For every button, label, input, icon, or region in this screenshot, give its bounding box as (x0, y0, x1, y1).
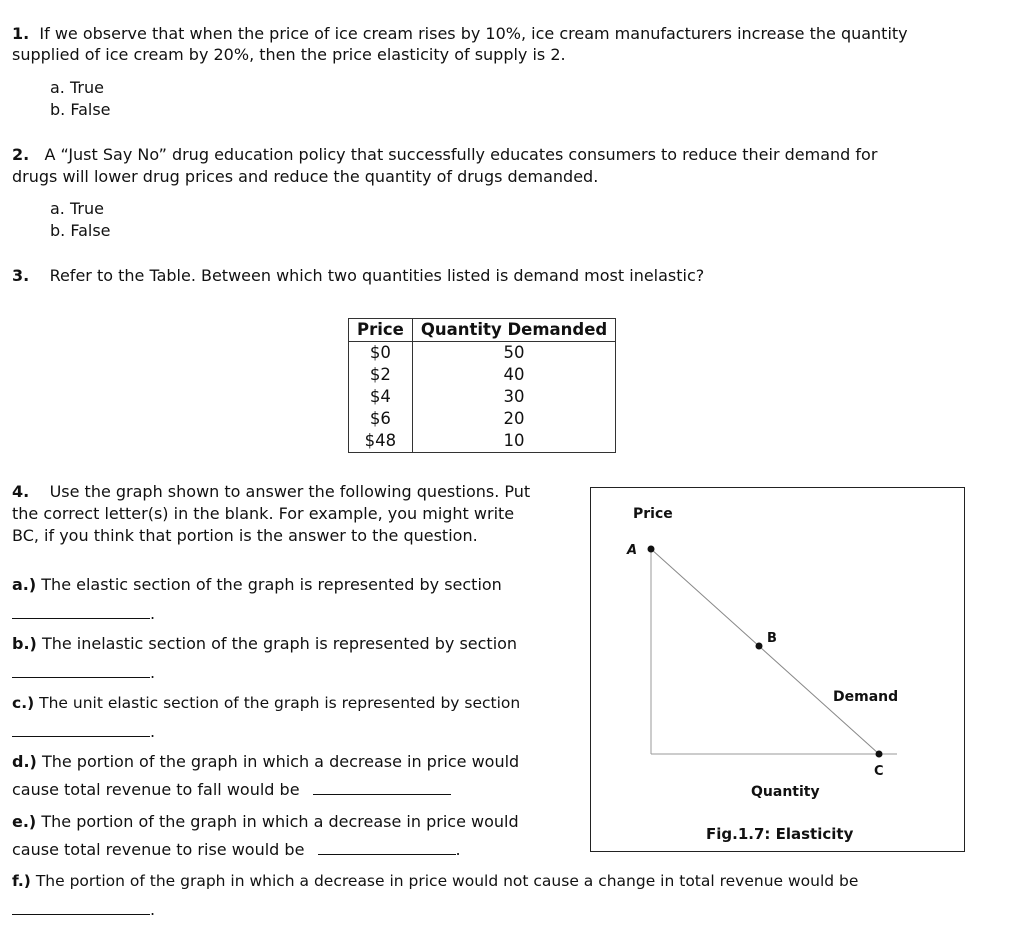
q4-line2: the correct letter(s) in the blank. For example, you might write (12, 504, 515, 523)
q4a-period: . (150, 604, 156, 623)
q4b-period: . (150, 663, 156, 682)
q4e-period: . (455, 840, 461, 859)
figure-caption: Fig.1.7: Elasticity (706, 825, 854, 843)
point-b-label: B (767, 631, 777, 646)
q2-line2: drugs will lower drug prices and reduce the quantity of drugs demanded. (12, 167, 599, 186)
q4d-label: d.) (12, 752, 37, 771)
point-c-label: C (874, 764, 884, 779)
point-a-label: A (627, 543, 638, 558)
table-cell-quantity: 50 (412, 342, 615, 365)
q4-line3: BC, if you think that portion is the answer to the question. (12, 526, 478, 545)
q4f-line (12, 871, 858, 891)
q2-line1 (12, 145, 877, 165)
q4c-label: c.) (12, 694, 35, 712)
table-header-row (349, 319, 616, 342)
q1-line2: supplied of ice cream by 20%, then the price elasticity of supply is 2. (12, 45, 566, 64)
point-a-marker (648, 546, 655, 553)
demand-curve (651, 549, 879, 754)
q4c-text: The unit elastic section of the graph is represented by section (39, 694, 521, 712)
q3-line (12, 266, 704, 286)
q4e-label: e.) (12, 812, 37, 831)
q4c-answer-blank[interactable] (12, 718, 150, 737)
q4d-line2 (12, 774, 451, 800)
q4e-line2 (12, 834, 461, 860)
q4e-text-2: cause total revenue to rise would be (12, 840, 305, 859)
q4f-answer-blank[interactable] (12, 896, 150, 915)
elasticity-figure (590, 487, 965, 852)
table-cell-quantity: 10 (412, 430, 615, 453)
table-cell-price: $48 (349, 430, 413, 453)
q4d-answer-blank[interactable] (313, 774, 451, 795)
q4f-answer-line (12, 896, 155, 920)
q4-number: 4. (12, 482, 30, 501)
q4f-period: . (150, 900, 156, 919)
q4b-line (12, 634, 517, 654)
q4e-answer-blank[interactable] (318, 834, 456, 855)
q4-line1 (12, 482, 530, 502)
table-cell-quantity: 40 (412, 364, 615, 386)
table-cell-quantity: 30 (412, 386, 615, 408)
q1-option-a[interactable]: a. True (50, 78, 104, 97)
table-row (349, 386, 616, 408)
demand-graph (591, 488, 966, 853)
q2-text: A “Just Say No” drug education policy that successfully educates consumers to reduce their demand for (44, 145, 878, 164)
q4d-text: The portion of the graph in which a decrease in price would (41, 752, 520, 771)
table-row (349, 342, 616, 365)
price-axis-label: Price (633, 506, 673, 522)
table-row (349, 408, 616, 430)
table-cell-price: $2 (349, 364, 413, 386)
table-row (349, 430, 616, 453)
q4d-text-2: cause total revenue to fall would be (12, 780, 300, 799)
point-c-marker (876, 751, 883, 758)
q4f-label: f.) (12, 872, 31, 890)
table-row (349, 364, 616, 386)
q4b-answer-line (12, 659, 155, 683)
q4a-label: a.) (12, 575, 37, 594)
q1-line1 (12, 24, 908, 44)
q4c-line (12, 693, 520, 713)
q4-text: Use the graph shown to answer the following questions. Put (49, 482, 531, 501)
q4e-text: The portion of the graph in which a decrease in price would (41, 812, 519, 831)
q4c-period: . (150, 722, 156, 741)
q4a-answer-line (12, 600, 155, 624)
q1-text: If we observe that when the price of ice cream rises by 10%, ice cream manufacturers increase the quantity (39, 24, 908, 43)
q2-option-a[interactable]: a. True (50, 199, 104, 218)
price-quantity-table (348, 318, 616, 453)
table-cell-quantity: 20 (412, 408, 615, 430)
q4c-answer-line (12, 718, 155, 742)
q4d-line1 (12, 752, 519, 772)
q4b-label: b.) (12, 634, 37, 653)
table-header-quantity: Quantity Demanded (412, 319, 615, 342)
q4b-text: The inelastic section of the graph is represented by section (41, 634, 518, 653)
q3-text: Refer to the Table. Between which two quantities listed is demand most inelastic? (49, 266, 705, 285)
point-b-marker (756, 643, 763, 650)
table-cell-price: $4 (349, 386, 413, 408)
table-header-price: Price (349, 319, 413, 342)
q1-number: 1. (12, 24, 30, 43)
q3-number: 3. (12, 266, 30, 285)
table-cell-price: $6 (349, 408, 413, 430)
q4e-line1 (12, 812, 519, 832)
q4a-text: The elastic section of the graph is represented by section (41, 575, 502, 594)
quantity-axis-label: Quantity (751, 784, 820, 800)
demand-label: Demand (833, 689, 899, 705)
q4a-answer-blank[interactable] (12, 600, 150, 619)
q4f-text: The portion of the graph in which a decrease in price would not cause a change in total revenue would be (35, 872, 859, 890)
q4b-answer-blank[interactable] (12, 659, 150, 678)
q2-option-b[interactable]: b. False (50, 221, 111, 240)
q4a-line (12, 575, 502, 595)
q1-option-b[interactable]: b. False (50, 100, 111, 119)
q2-number: 2. (12, 145, 30, 164)
table-cell-price: $0 (349, 342, 413, 365)
